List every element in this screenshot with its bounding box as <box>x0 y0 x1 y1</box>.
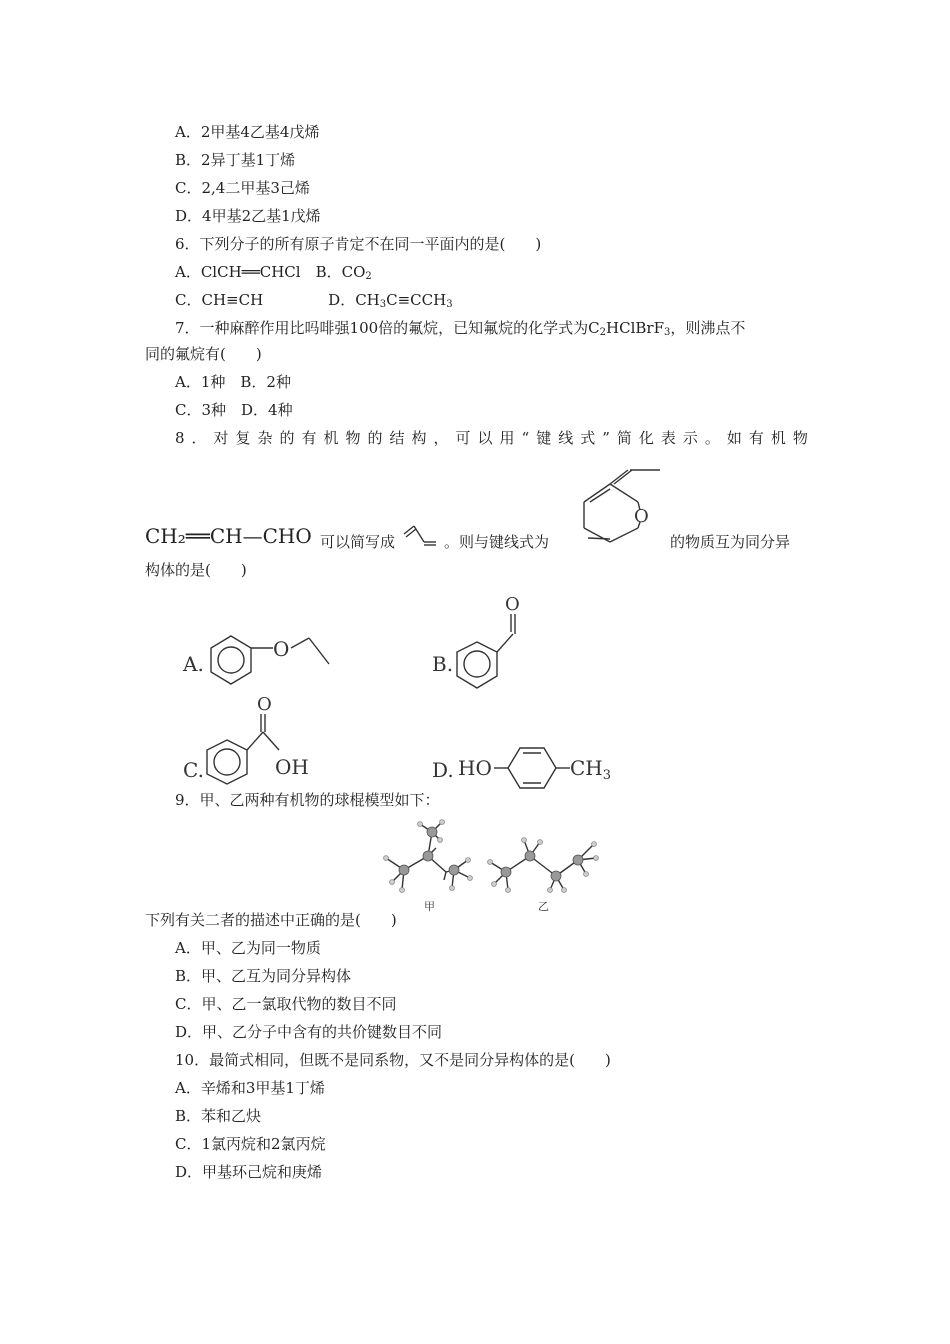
phenol-ho-label: HO <box>458 756 492 780</box>
q5-option-a: A．2甲基4乙基4戊烯 <box>175 123 320 141</box>
model-label-yi: 乙 <box>538 900 549 913</box>
q7-options-row2: C．3种 D．4种 <box>175 401 293 419</box>
q9-option-c: C．甲、乙一氯取代物的数目不同 <box>175 995 397 1013</box>
q6-option-a: A．ClCH══CHCl <box>175 263 301 281</box>
q5-option-b: B．2异丁基1丁烯 <box>175 151 296 169</box>
benzoic-acid-structure-icon <box>205 692 325 787</box>
pyran-ethylidene-structure-icon <box>570 462 670 552</box>
model-label-jia: 甲 <box>424 900 435 913</box>
q8-option-b-label: B. <box>432 652 454 676</box>
q6-option-b: B．$CO_2$ <box>315 263 372 282</box>
q9-stem2: 下列有关二者的描述中正确的是( ) <box>145 911 397 929</box>
q8-option-c-label: C. <box>183 758 204 782</box>
hydroxyl-label: OH <box>275 755 309 779</box>
p-cresol-structure-icon <box>458 740 628 790</box>
q8-stem-line1: 8．对复杂的有机物的结构，可以用“键线式”简化表示。如有机物 <box>175 429 815 447</box>
q8-text-end: 的物质互为同分异 <box>670 533 791 551</box>
q10-option-b: B．苯和乙炔 <box>175 1107 262 1125</box>
ball-stick-models-icon <box>372 818 622 918</box>
q6-stem: 6．下列分子的所有原子肯定不在同一平面内的是( ) <box>175 235 542 253</box>
q6-option-d: D．$CH_3C\equiv CCH_3$ <box>328 291 453 310</box>
q6-options-row1 <box>175 262 372 287</box>
benzaldehyde-structure-icon <box>455 592 535 692</box>
q8-text-simplify: 可以简写成 <box>320 533 396 551</box>
q8-option-a-label: A. <box>183 652 204 676</box>
q5-option-d: D．4甲基2乙基1戊烯 <box>175 207 321 225</box>
q10-option-a: A．辛烯和3甲基1丁烯 <box>175 1079 325 1097</box>
q6-options-row2 <box>175 290 453 315</box>
q7-stem-line1: 7．一种麻醉作用比吗啡强100倍的氟烷，已知氟烷的化学式为$C_2HClBrF_3$，则沸点不 <box>175 319 746 338</box>
pyran-oxygen-label: O <box>634 506 649 527</box>
phenetole-structure-icon <box>205 630 335 690</box>
q9-option-a: A．甲、乙为同一物质 <box>175 939 321 957</box>
q7-options-row1: A．1种 B．2种 <box>175 373 291 391</box>
q5-option-c: C．2,4二甲基3己烯 <box>175 179 310 197</box>
methyl-label: $CH_3$ <box>570 756 612 783</box>
q10-option-d: D．甲基环己烷和庚烯 <box>175 1163 323 1181</box>
q8-text-skeletal: 。则与键线式为 <box>444 533 550 551</box>
q9-option-d: D．甲、乙分子中含有的共价键数目不同 <box>175 1023 443 1041</box>
q9-option-b: B．甲、乙互为同分异构体 <box>175 967 352 985</box>
acrolein-skeletal-icon <box>402 522 442 550</box>
q6-option-c: C．CH≡CH <box>175 291 264 309</box>
q9-stem: 9．甲、乙两种有机物的球棍模型如下： <box>175 791 440 809</box>
ether-oxygen-label: O <box>273 637 290 661</box>
q10-stem: 10．最简式相同，但既不是同系物，又不是同分异构体的是( ) <box>175 1051 611 1069</box>
q8-stem-line3: 构体的是( ) <box>145 561 247 579</box>
q10-option-c: C．1氯丙烷和2氯丙烷 <box>175 1135 326 1153</box>
q7-stem-line2: 同的氟烷有( ) <box>145 345 262 363</box>
q8-option-d-label: D. <box>432 758 454 782</box>
q8-formula-acrolein: CH₂══CH—CHO <box>145 524 312 548</box>
aldehyde-oxygen-label: O <box>505 594 520 615</box>
carbonyl-oxygen-label: O <box>257 694 272 715</box>
